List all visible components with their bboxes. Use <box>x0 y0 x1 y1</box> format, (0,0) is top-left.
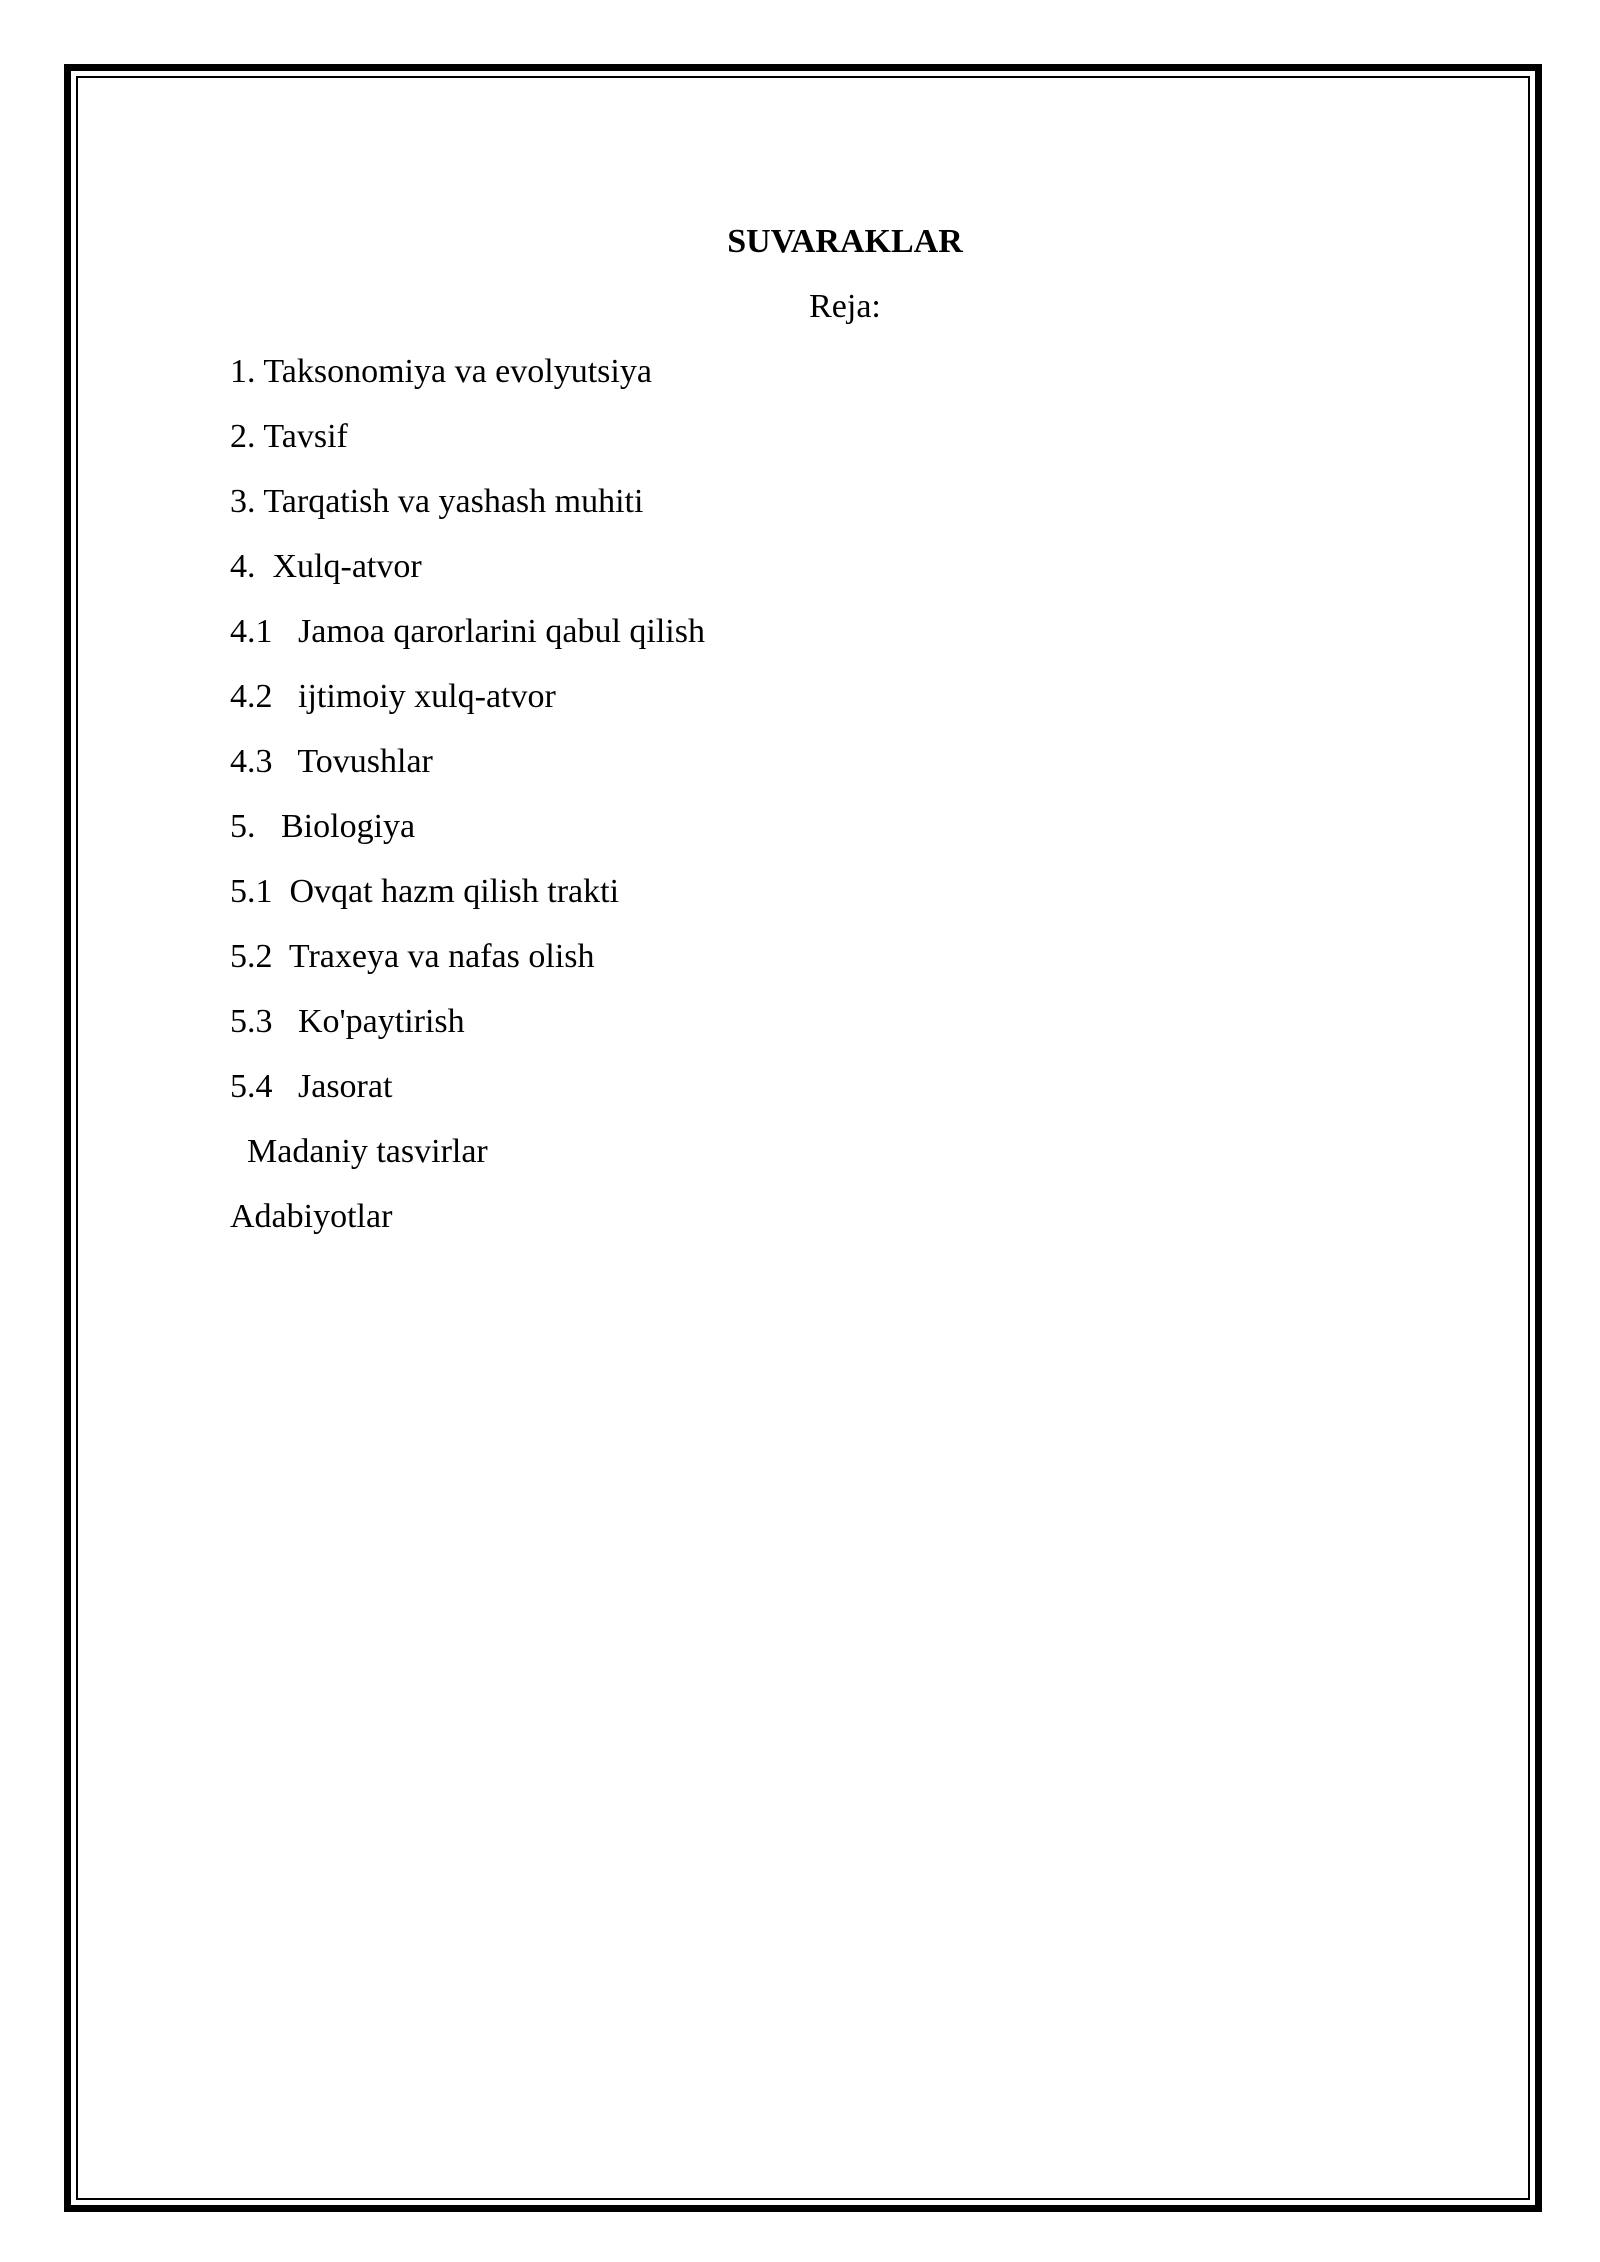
toc-item: 2. Tavsif <box>230 418 348 455</box>
toc-item: 5. Biologiya <box>230 808 416 845</box>
toc-item: 5.4 Jasorat <box>230 1068 393 1105</box>
toc-item: 4.1 Jamoa qarorlarini qabul qilish <box>230 613 705 650</box>
document-title: SUVARAKLAR <box>727 223 963 260</box>
toc-item: Madaniy tasvirlar <box>230 1133 488 1170</box>
toc-item: Adabiyotlar <box>230 1198 393 1235</box>
toc-item: 4.3 Tovushlar <box>230 743 433 780</box>
toc-item: 4. Xulq-atvor <box>230 548 422 585</box>
toc-item: 5.1 Ovqat hazm qilish trakti <box>230 873 620 910</box>
table-of-contents <box>230 351 705 1261</box>
toc-item: 5.3 Ko'paytirish <box>230 1003 465 1040</box>
toc-item: 4.2 ijtimoiy xulq-atvor <box>230 678 556 715</box>
toc-item: 3. Tarqatish va yashash muhiti <box>230 483 644 520</box>
toc-item: 5.2 Traxeya va nafas olish <box>230 938 595 975</box>
document-subtitle: Reja: <box>809 288 881 325</box>
toc-item: 1. Taksonomiya va evolyutsiya <box>230 353 652 390</box>
